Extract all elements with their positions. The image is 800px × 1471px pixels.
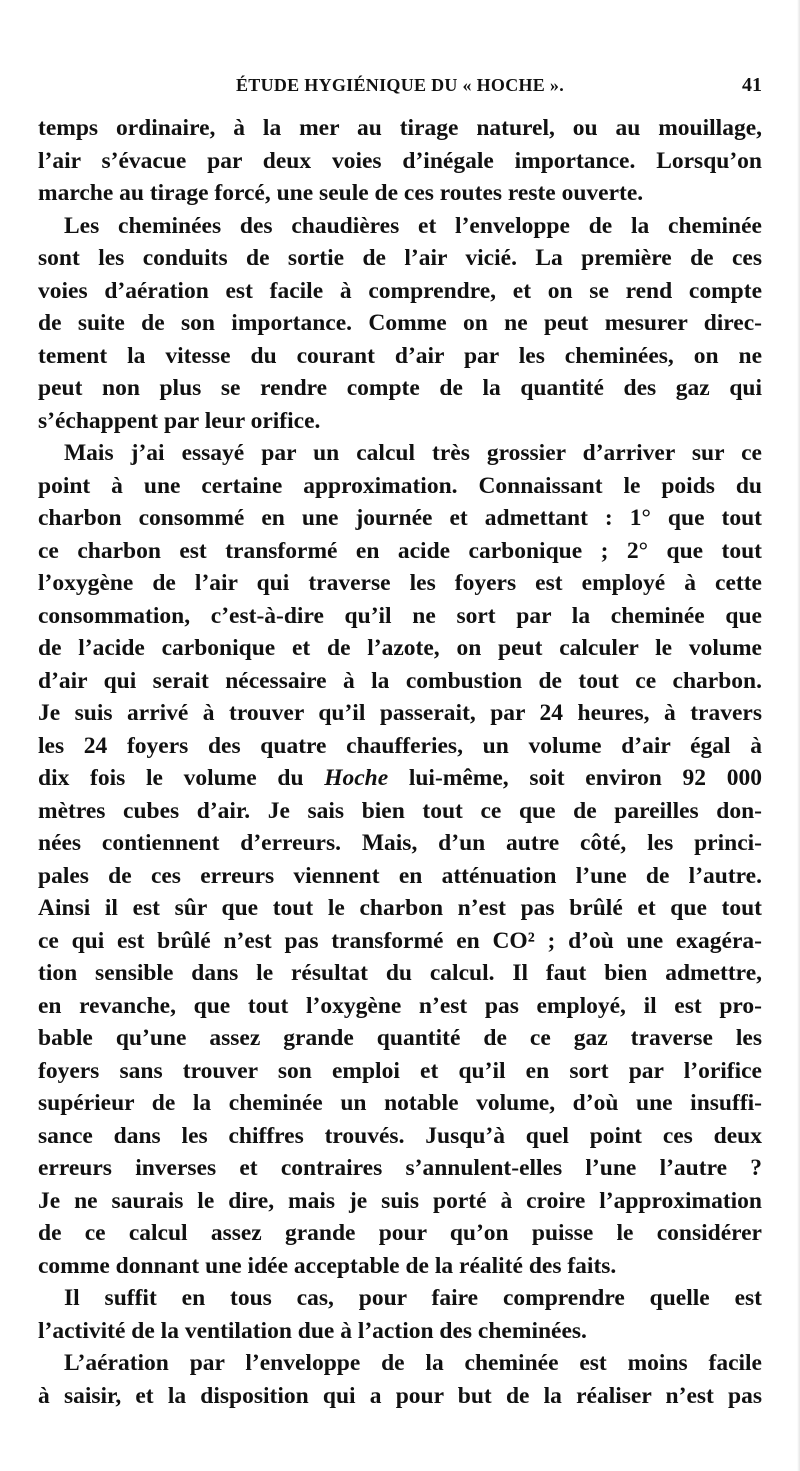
text-line: voies d’aération est facile à comprendre, et on se rend compte (38, 277, 762, 304)
text-line: ce qui est brûlé n’est pas transformé en CO² ; d’où une exagéra- (38, 927, 762, 954)
text-line: consommation, c’est-à-dire qu’il ne sort par la cheminée que (38, 602, 762, 629)
text-line: Il suffit en tous cas, pour faire comprendre quelle est (64, 1285, 762, 1311)
text-line: pales de ces erreurs viennent en atténuation l’une de l’autre. (38, 862, 762, 889)
text-line: de ce calcul assez grande pour qu’on puisse le considérer (38, 1220, 762, 1246)
text-line: marche au tirage forcé, une seule de ces routes reste ouverte. (38, 180, 644, 206)
text-line: mètres cubes d’air. Je sais bien tout ce que de pareilles don- (38, 797, 762, 824)
text-line: temps ordinaire, à la mer au tirage naturel, ou au mouillage, (38, 115, 762, 141)
text-line: les 24 foyers des quatre chaufferies, un volume d’air égal à (38, 732, 762, 759)
text-line: sance dans les chiffres trouvés. Jusqu’à quel point ces deux (38, 1122, 762, 1149)
text-line: de suite de son importance. Comme on ne peut mesurer direc- (38, 310, 762, 336)
text-line: ce charbon est transformé en acide carbonique ; 2° que tout (38, 537, 762, 564)
text-line: tion sensible dans le résultat du calcul. Il faut bien admettre, (38, 960, 762, 986)
text-line: dix fois le volume du Hoche lui-même, soit environ 92 000 (38, 765, 762, 791)
text-line: Je ne saurais le dire, mais je suis porté à croire l’approximation (38, 1187, 762, 1214)
running-head (38, 72, 762, 98)
text-line: sont les conduits de sortie de l’air vicié. La première de ces (38, 245, 762, 271)
ship-name: Hoche (324, 765, 389, 791)
body-text (38, 112, 762, 1412)
text-line: l’air s’évacue par deux voies d’inégale importance. Lorsqu’on (38, 147, 762, 174)
running-title: ÉTUDE HYGIÉNIQUE DU « HOCHE ». (235, 75, 565, 95)
page-number: 41 (742, 74, 762, 96)
text-line: charbon consommé en une journée et admettant : 1° que tout (38, 505, 762, 531)
text-line: Les cheminées des chaudières et l’enveloppe de la cheminée (64, 212, 762, 239)
text-line: de l’acide carbonique et de l’azote, on peut calculer le volume (38, 635, 762, 661)
text-line: point à une certaine approximation. Connaissant le poids du (38, 472, 762, 499)
text-line: à saisir, et la disposition qui a pour but de la réaliser n’est pas (38, 1382, 762, 1409)
text-line: supérieur de la cheminée un notable volume, d’où une insuffi- (38, 1090, 762, 1116)
text-line: d’air qui serait nécessaire à la combustion de tout ce charbon. (38, 667, 762, 694)
text-line: comme donnant une idée acceptable de la réalité des faits. (38, 1252, 617, 1279)
text-line: tement la vitesse du courant d’air par les cheminées, on ne (38, 342, 762, 369)
text-line: L’aération par l’enveloppe de la cheminée est moins facile (64, 1350, 762, 1376)
text-line: bable qu’une assez grande quantité de ce gaz traverse les (38, 1025, 762, 1051)
text-line: en revanche, que tout l’oxygène n’est pas employé, il est pro- (38, 992, 762, 1019)
text-line: erreurs inverses et contraires s’annulent-elles l’une l’autre ? (38, 1155, 762, 1181)
text-line: peut non plus se rendre compte de la quantité des gaz qui (38, 375, 762, 401)
text-line: Mais j’ai essayé par un calcul très grossier d’arriver sur ce (64, 440, 762, 466)
text-line: s’échappent par leur orifice. (38, 407, 321, 434)
text-line: Ainsi il est sûr que tout le charbon n’est pas brûlé et que tout (38, 895, 762, 921)
text-line: Je suis arrivé à trouver qu’il passerait, par 24 heures, à travers (38, 700, 762, 726)
text-line: l’activité de la ventilation due à l’action des cheminées. (38, 1317, 587, 1344)
text-line: foyers sans trouver son emploi et qu’il en sort par l’orifice (38, 1057, 762, 1084)
text-line: l’oxygène de l’air qui traverse les foyers est employé à cette (38, 570, 762, 596)
text-line: nées contiennent d’erreurs. Mais, d’un autre côté, les princi- (38, 830, 762, 856)
